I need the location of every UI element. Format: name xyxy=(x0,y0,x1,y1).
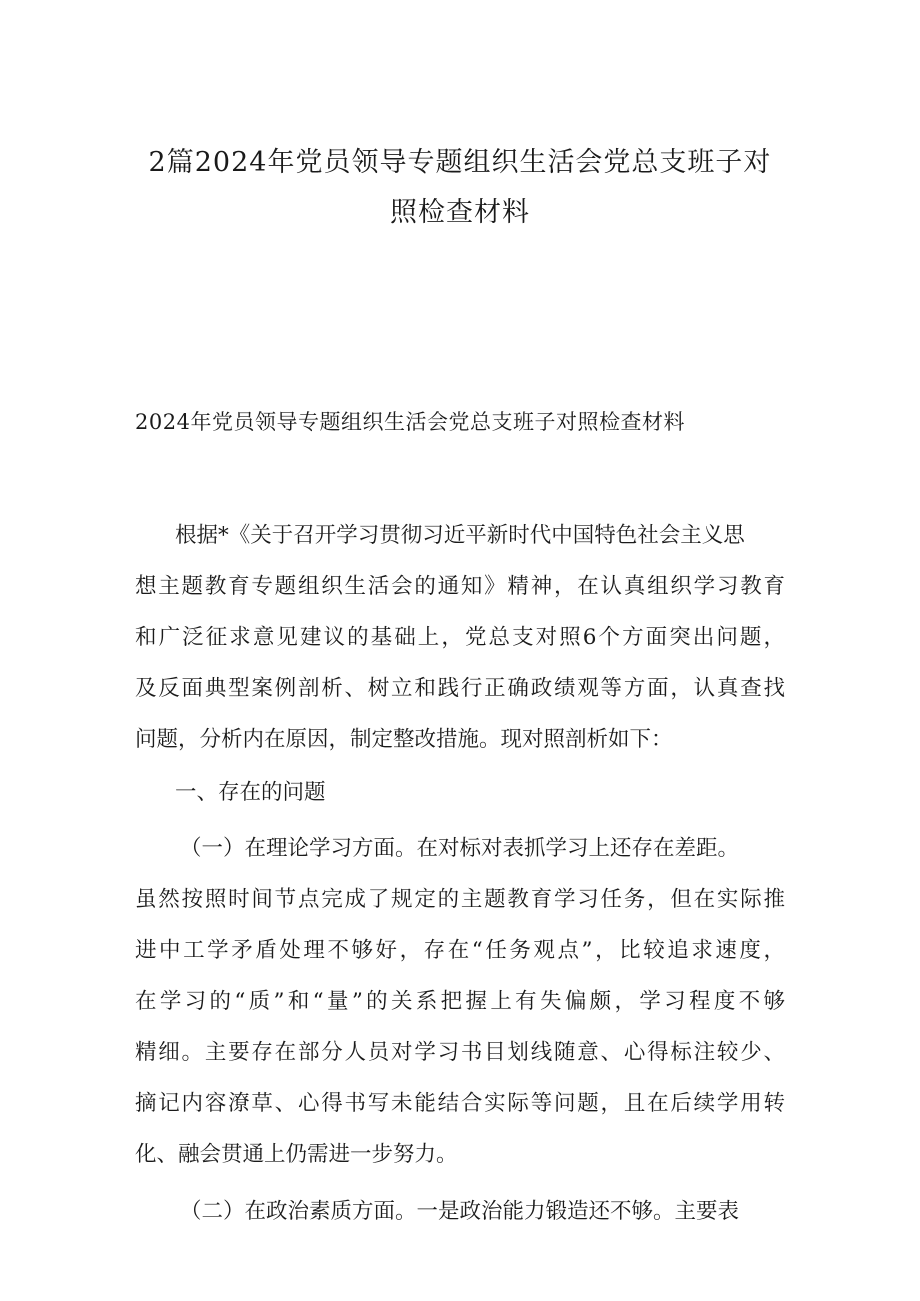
section-heading: 一、存在的问题 xyxy=(175,780,326,805)
item1-line: （一）在理论学习方面。在对标对表抓学习上还存在差距。 xyxy=(180,836,740,861)
intro-line: 及反面典型案例剖析、树立和践行正确政绩观等方面，认真查找 xyxy=(135,676,785,701)
document-title-line2: 照检查材料 xyxy=(390,197,530,228)
intro-line: 根据*《关于召开学习贯彻习近平新时代中国特色社会主义思 xyxy=(175,523,745,548)
item1-line: 进中工学矛盾处理不够好，存在“任务观点”，比较追求速度， xyxy=(135,938,785,963)
item2-line: （二）在政治素质方面。一是政治能力锻造还不够。主要表 xyxy=(180,1199,740,1224)
item1-line: 摘记内容潦草、心得书写未能结合实际等问题，且在后续学用转 xyxy=(135,1091,785,1116)
item1-line: 精细。主要存在部分人员对学习书目划线随意、心得标注较少、 xyxy=(135,1040,785,1065)
intro-line: 问题，分析内在原因，制定整改措施。现对照剖析如下： xyxy=(135,727,673,752)
item1-line: 化、融会贯通上仍需进一步努力。 xyxy=(135,1142,458,1167)
intro-line: 想主题教育专题组织生活会的通知》精神，在认真组织学习教育 xyxy=(135,574,785,599)
item1-line: 虽然按照时间节点完成了规定的主题教育学习任务，但在实际推 xyxy=(135,887,785,912)
document-title-line1: 2篇2024年党员领导专题组织生活会党总支班子对 xyxy=(148,147,772,178)
document-subtitle: 2024年党员领导专题组织生活会党总支班子对照检查材料 xyxy=(135,410,685,434)
item1-line: 在学习的“质”和“量”的关系把握上有失偏颇，学习程度不够 xyxy=(135,989,785,1014)
intro-line: 和广泛征求意见建议的基础上，党总支对照6个方面突出问题， xyxy=(135,625,785,650)
